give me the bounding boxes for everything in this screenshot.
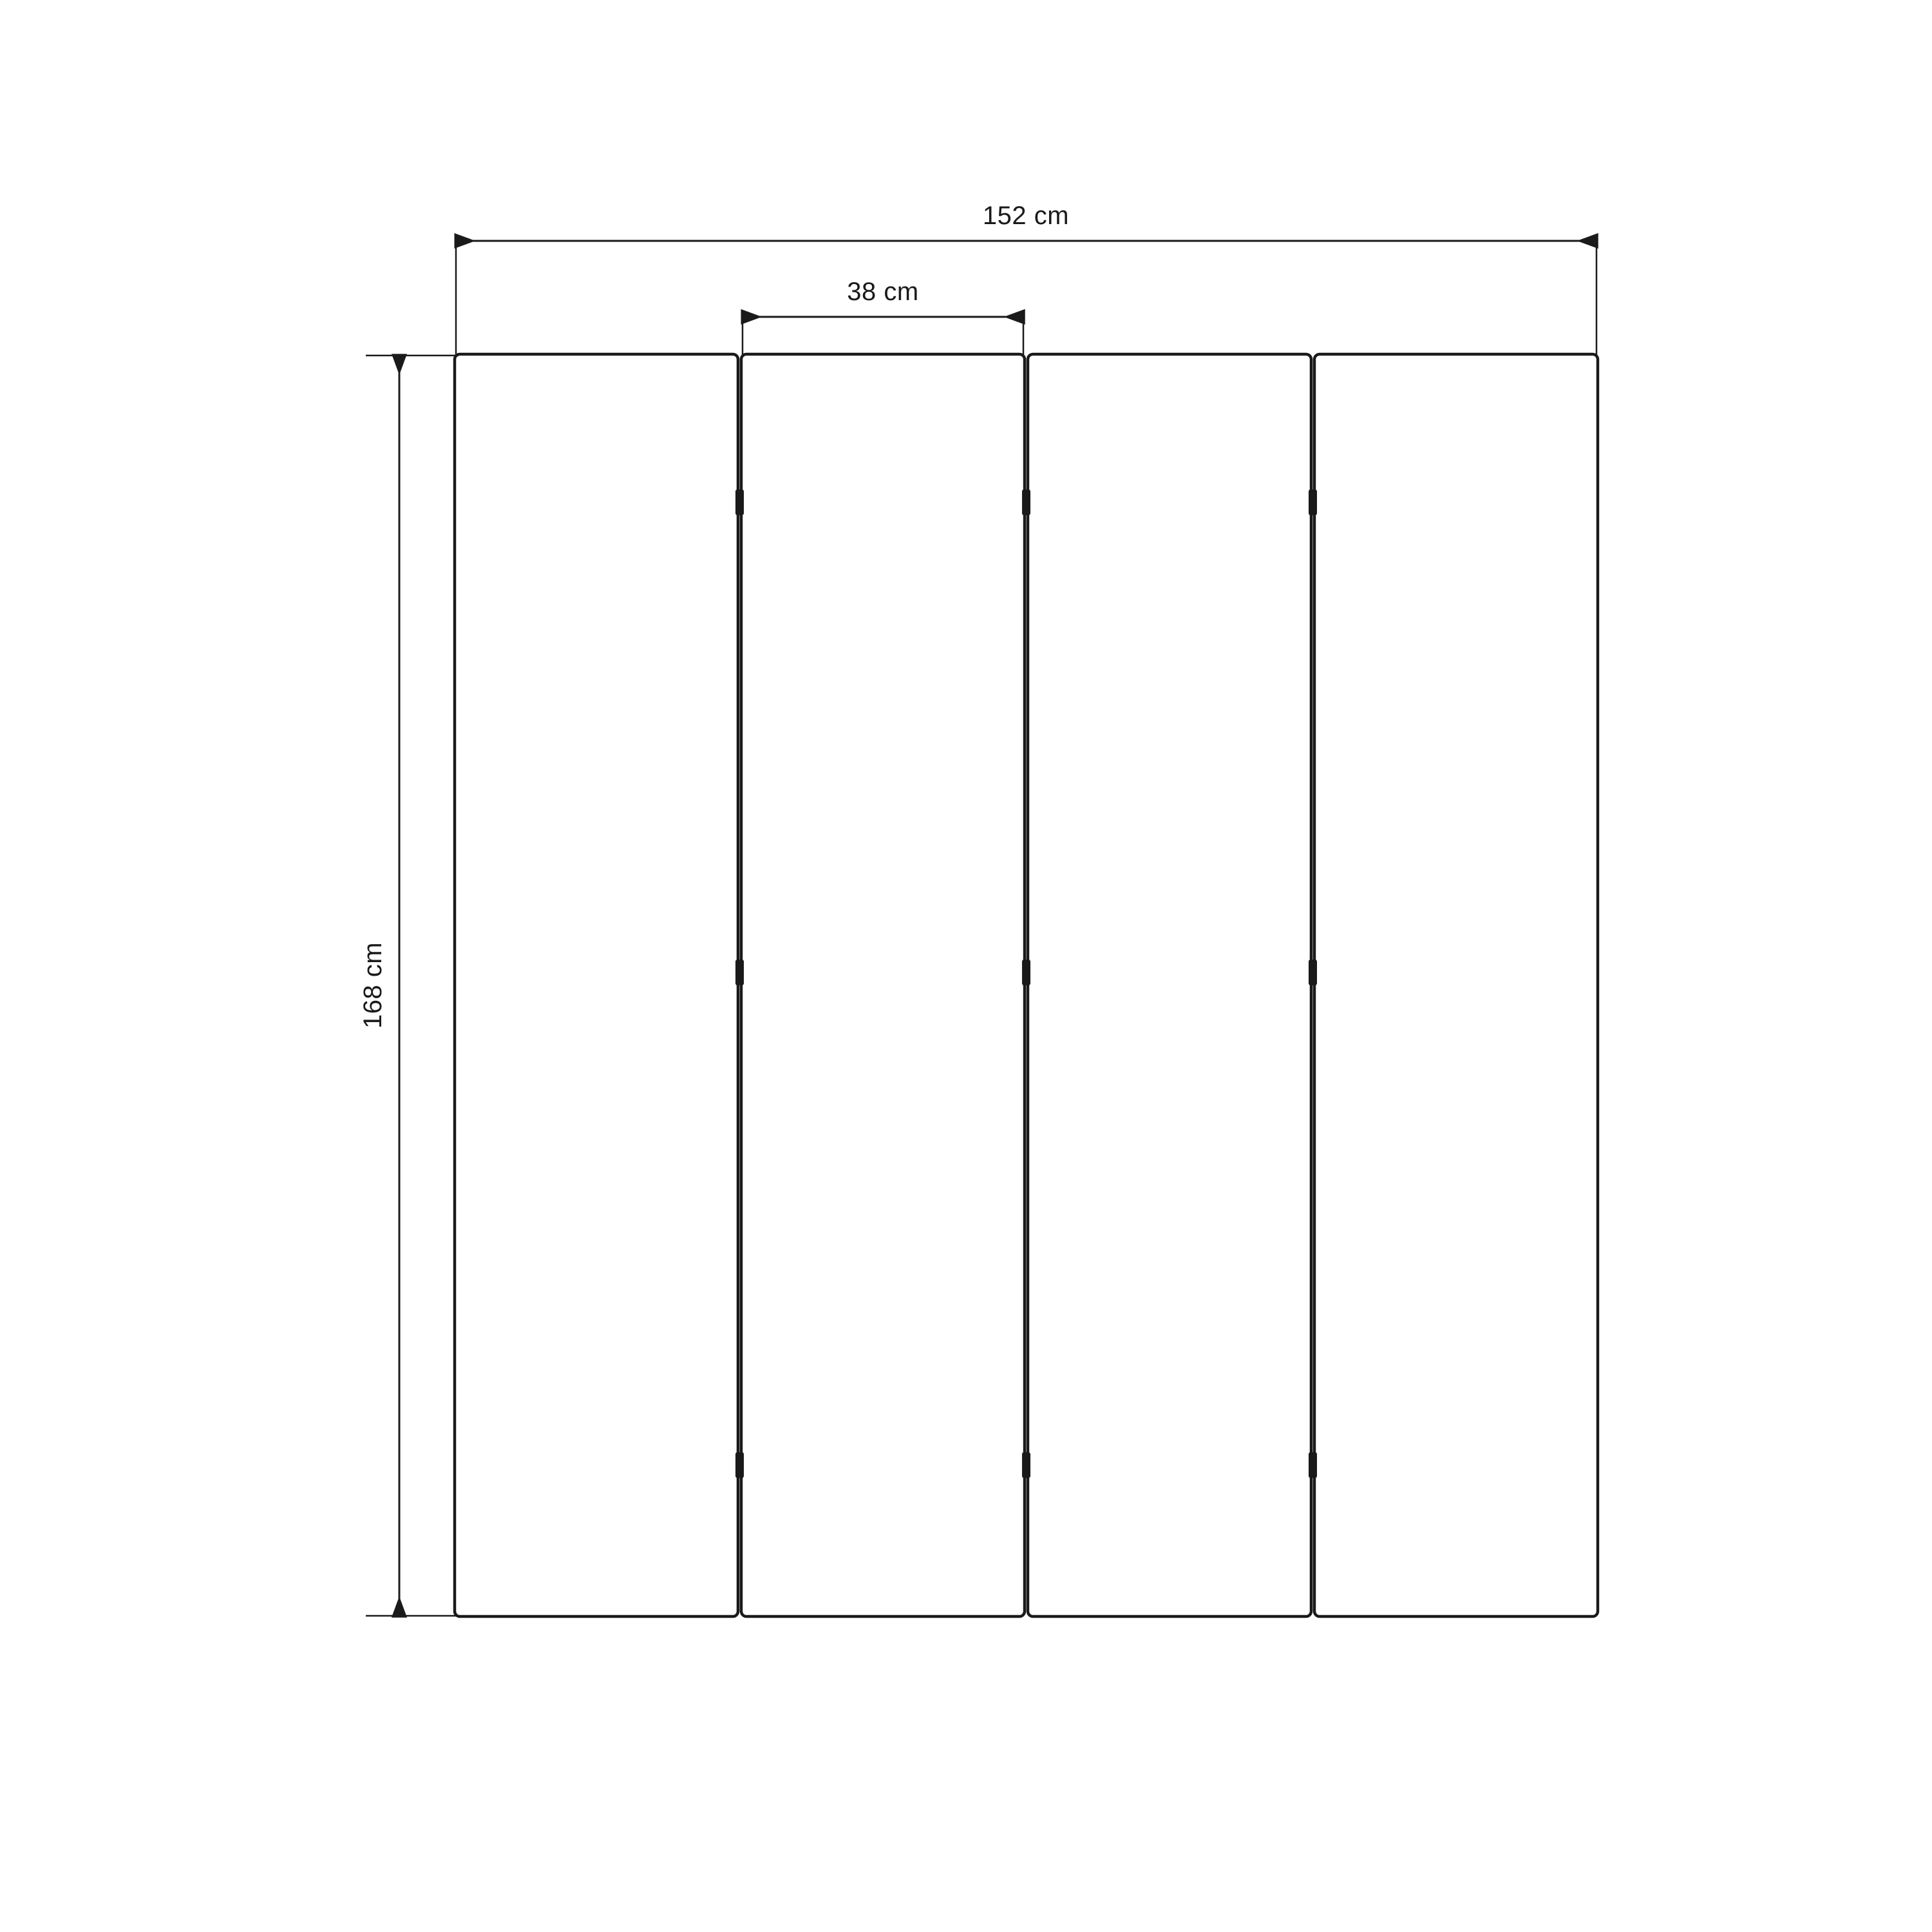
hinge-icon bbox=[1309, 489, 1317, 515]
panel-3 bbox=[1028, 354, 1311, 1616]
height-label: 168 cm bbox=[359, 942, 387, 1029]
hinge-icon bbox=[1309, 1452, 1317, 1478]
total-width-label: 152 cm bbox=[982, 202, 1070, 230]
hinge-icon bbox=[1022, 960, 1030, 985]
hinge-icon bbox=[1022, 1452, 1030, 1478]
panel-1 bbox=[455, 354, 738, 1616]
hinge-icon bbox=[735, 489, 744, 515]
hinge-icon bbox=[1022, 489, 1030, 515]
panel-width-label: 38 cm bbox=[847, 278, 919, 306]
total-width-dimension bbox=[456, 240, 1596, 355]
panel-4 bbox=[1314, 354, 1598, 1616]
hinge-icon bbox=[735, 960, 744, 985]
hinge-icon bbox=[1309, 960, 1317, 985]
panel-width-dimension bbox=[743, 316, 1023, 355]
panel-2 bbox=[741, 354, 1025, 1616]
hinge-icon bbox=[735, 1452, 744, 1478]
